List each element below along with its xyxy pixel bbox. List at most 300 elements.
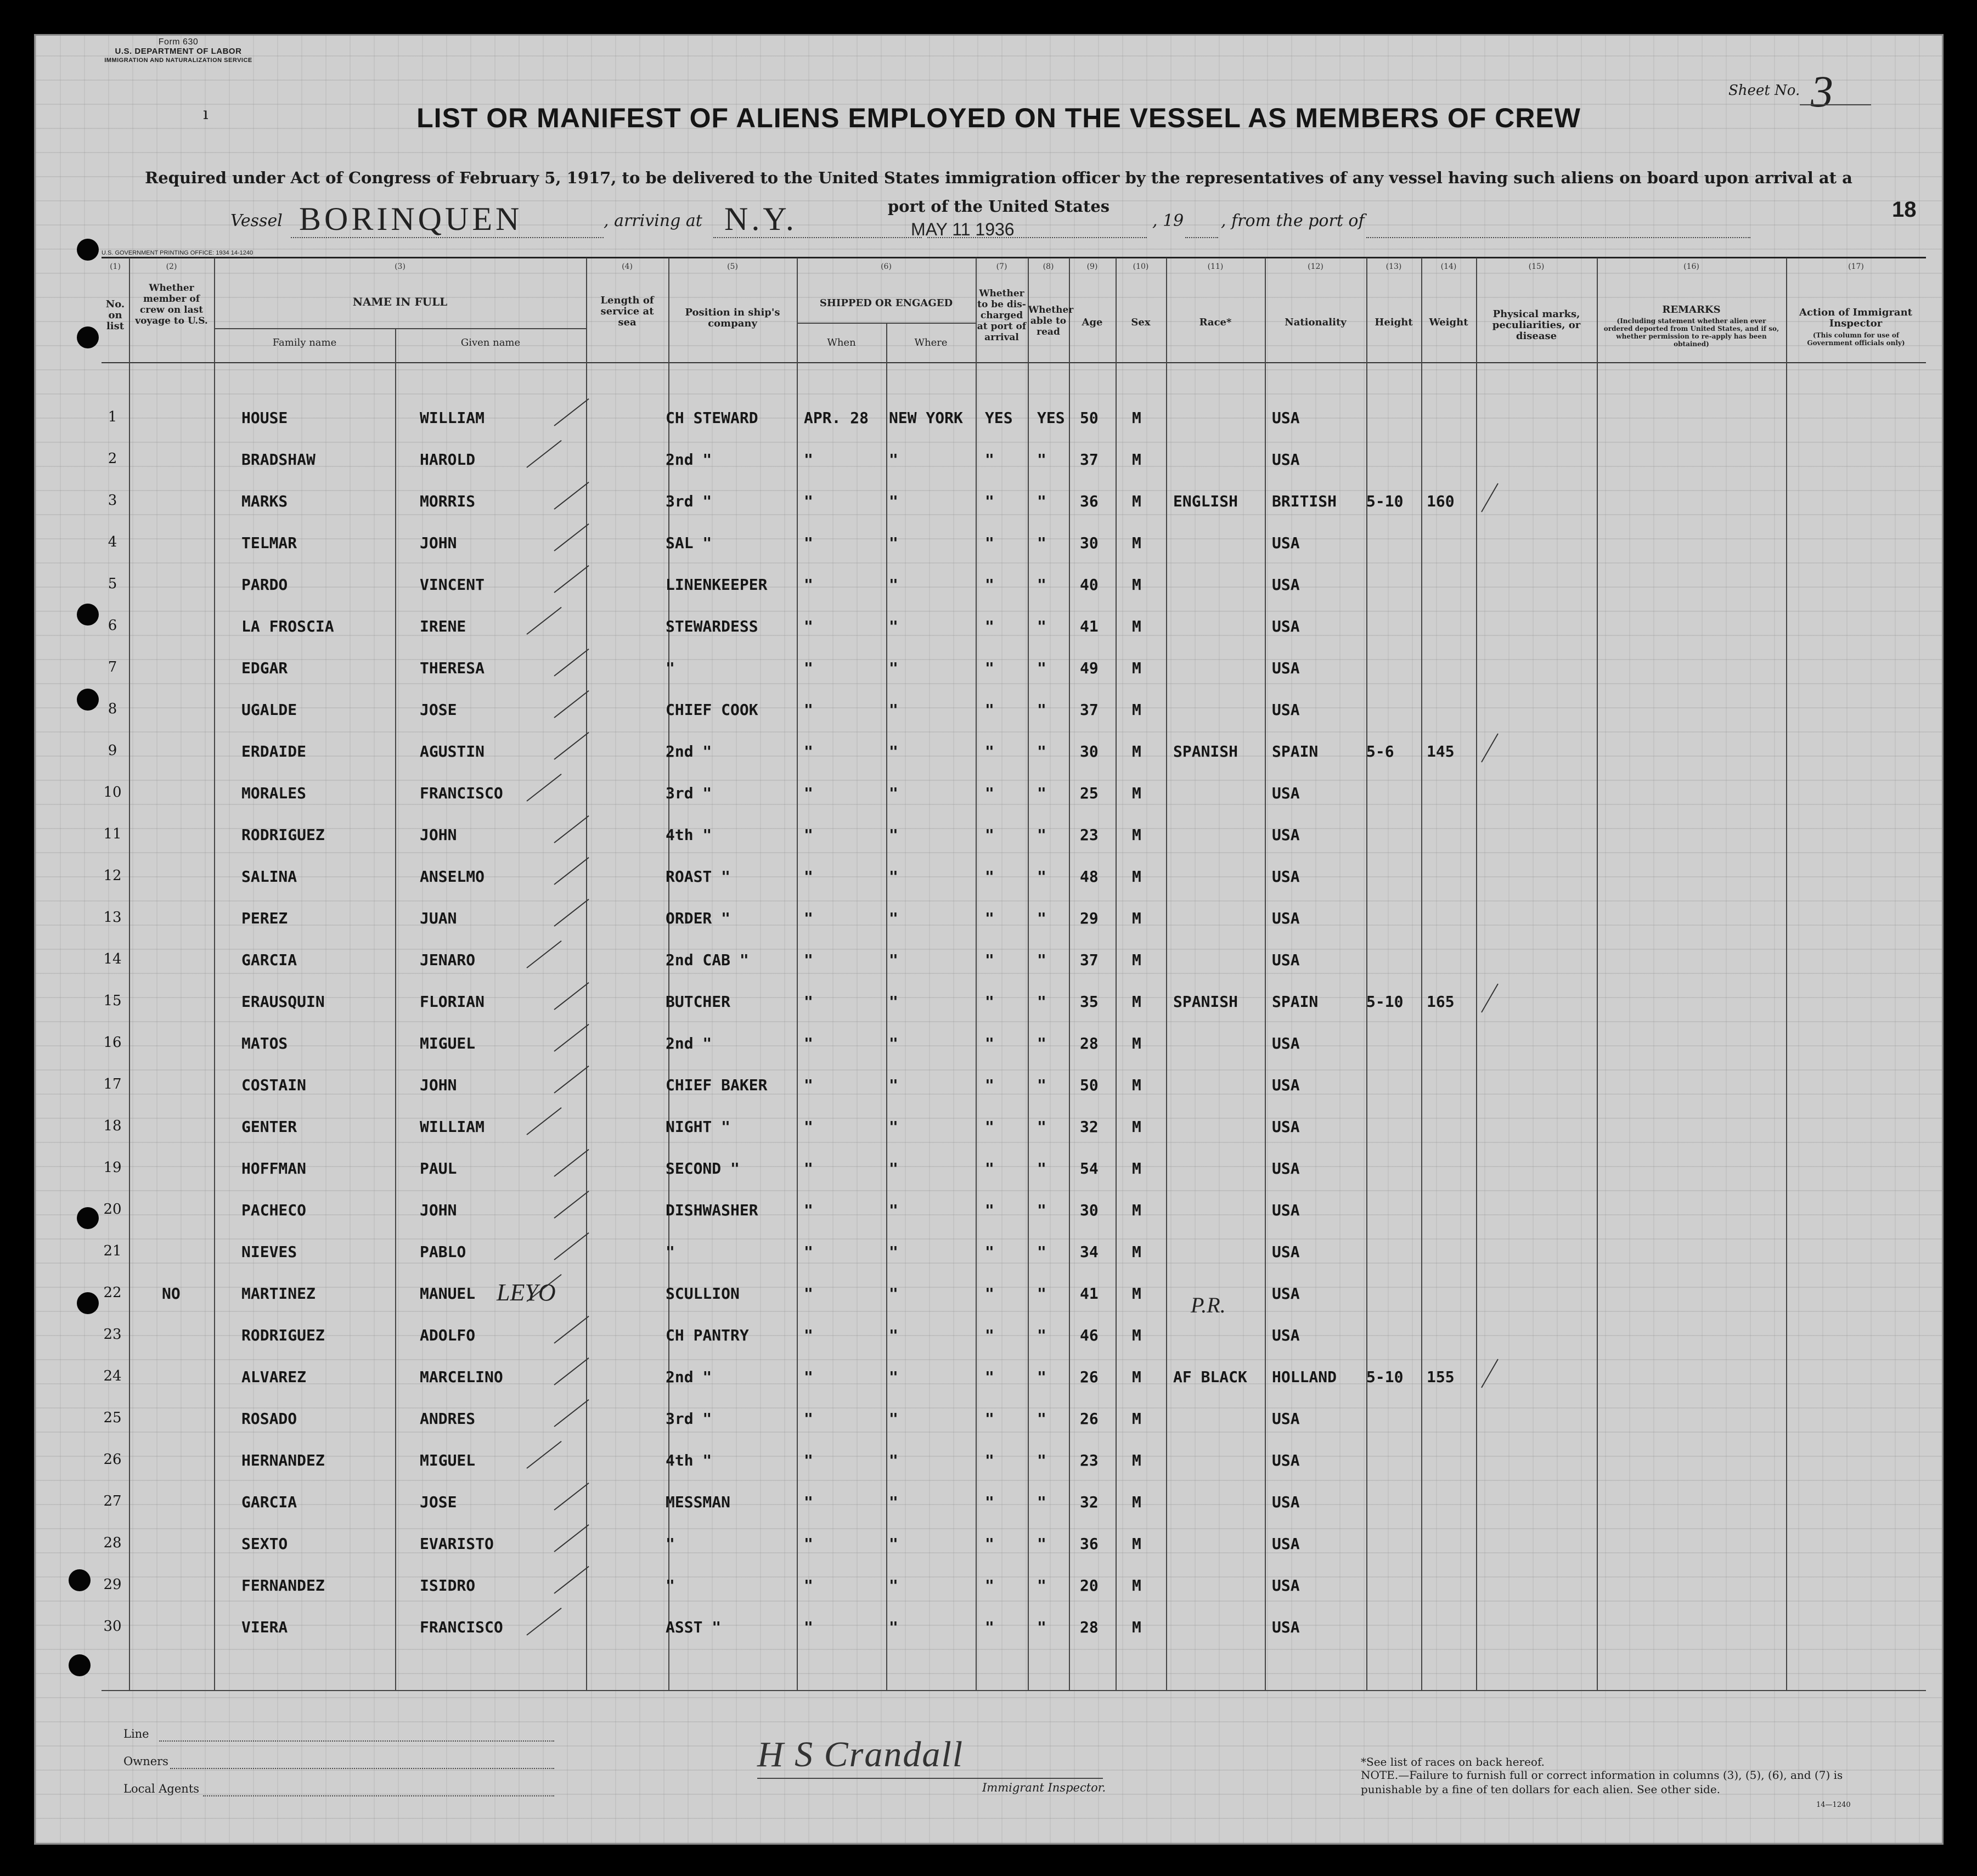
row-number: 27 bbox=[103, 1493, 122, 1509]
row-able-to-read: " bbox=[1037, 742, 1046, 760]
row-able-to-read: YES bbox=[1037, 409, 1065, 427]
row-sex: M bbox=[1132, 826, 1141, 844]
row-able-to-read: " bbox=[1037, 701, 1046, 719]
column-number: (8) bbox=[1043, 262, 1054, 271]
row-height: 5-10 bbox=[1366, 993, 1404, 1011]
row-discharged: " bbox=[985, 1034, 994, 1052]
row-given-name: THERESA bbox=[420, 659, 485, 677]
row-shipped-when: " bbox=[804, 1285, 813, 1303]
row-given-name: MORRIS bbox=[420, 492, 476, 510]
row-able-to-read: " bbox=[1037, 1118, 1046, 1136]
year-label: , 19 bbox=[1152, 211, 1184, 230]
column-divider bbox=[1597, 258, 1598, 1690]
row-sex: M bbox=[1132, 742, 1141, 760]
row-shipped-where: " bbox=[889, 701, 898, 719]
row-age: 49 bbox=[1080, 659, 1099, 677]
row-number: 3 bbox=[108, 492, 117, 509]
row-sex: M bbox=[1132, 1243, 1141, 1261]
row-family-name: MATOS bbox=[241, 1034, 288, 1052]
row-sex: M bbox=[1132, 951, 1141, 969]
row-number: 13 bbox=[103, 909, 122, 926]
row-age: 41 bbox=[1080, 1285, 1099, 1303]
row-nationality: USA bbox=[1272, 1285, 1300, 1303]
row-able-to-read: " bbox=[1037, 993, 1046, 1011]
row-discharged: " bbox=[985, 450, 994, 469]
column-number: (9) bbox=[1086, 262, 1098, 271]
vessel-label: Vessel bbox=[230, 211, 283, 230]
header-where: Where bbox=[914, 337, 948, 348]
row-number: 17 bbox=[103, 1076, 122, 1092]
row-number: 26 bbox=[103, 1451, 122, 1468]
row-shipped-when: " bbox=[804, 1618, 813, 1636]
row-number: 23 bbox=[103, 1326, 122, 1343]
form-code: 14—1240 bbox=[1816, 1801, 1851, 1809]
row-sex: M bbox=[1132, 1368, 1141, 1386]
row-able-to-read: " bbox=[1037, 1326, 1046, 1344]
row-nationality: USA bbox=[1272, 1535, 1300, 1553]
department-name: U.S. DEPARTMENT OF LABOR bbox=[115, 47, 242, 56]
column-divider bbox=[1166, 258, 1167, 1690]
row-age: 30 bbox=[1080, 1201, 1099, 1219]
row-nationality: USA bbox=[1272, 701, 1300, 719]
row-position: " bbox=[666, 1535, 675, 1553]
row-discharged: " bbox=[985, 1243, 994, 1261]
margin-mark: ı bbox=[203, 104, 209, 123]
row-able-to-read: " bbox=[1037, 1451, 1046, 1469]
row-shipped-when: " bbox=[804, 701, 813, 719]
row-age: 46 bbox=[1080, 1326, 1099, 1344]
row-given-name: PABLO bbox=[420, 1243, 466, 1261]
row-sex: M bbox=[1132, 1034, 1141, 1052]
row-given-name: MIGUEL bbox=[420, 1034, 476, 1052]
row-given-name: PAUL bbox=[420, 1159, 457, 1178]
row-discharged: " bbox=[985, 701, 994, 719]
row-discharged: YES bbox=[985, 409, 1013, 427]
row-shipped-where: " bbox=[889, 909, 898, 927]
row-family-name: VIERA bbox=[241, 1618, 288, 1636]
header-inspector-action: Action of Immigrant Inspector bbox=[1799, 307, 1912, 329]
column-divider bbox=[1786, 258, 1787, 1690]
row-discharged: " bbox=[985, 492, 994, 510]
row-able-to-read: " bbox=[1037, 1410, 1046, 1428]
row-shipped-where: " bbox=[889, 993, 898, 1011]
row-shipped-where: " bbox=[889, 1285, 898, 1303]
row-family-name: UGALDE bbox=[241, 701, 297, 719]
row-age: 26 bbox=[1080, 1410, 1099, 1428]
row-able-to-read: " bbox=[1037, 1535, 1046, 1553]
races-note: *See list of races on back hereof. bbox=[1361, 1755, 1545, 1768]
row-nationality: USA bbox=[1272, 534, 1300, 552]
row-shipped-where: " bbox=[889, 867, 898, 886]
row-height: 5-6 bbox=[1366, 742, 1394, 760]
row-shipped-where: " bbox=[889, 659, 898, 677]
row-shipped-when: " bbox=[804, 1076, 813, 1094]
row-sex: M bbox=[1132, 1576, 1141, 1595]
binder-hole bbox=[77, 326, 99, 348]
row-shipped-where: " bbox=[889, 576, 898, 594]
row-age: 20 bbox=[1080, 1576, 1099, 1595]
row-sex: M bbox=[1132, 534, 1141, 552]
row-nationality: USA bbox=[1272, 867, 1300, 886]
row-given-name: WILLIAM bbox=[420, 409, 485, 427]
shipped-subdivider bbox=[797, 323, 976, 324]
row-able-to-read: " bbox=[1037, 450, 1046, 469]
row-age: 54 bbox=[1080, 1159, 1099, 1178]
header-able-to-read: Whether able to read bbox=[1028, 305, 1074, 337]
column-number: (10) bbox=[1133, 262, 1149, 271]
row-position: CHIEF BAKER bbox=[666, 1076, 768, 1094]
column-divider bbox=[1476, 258, 1477, 1690]
inspector-signature: H S Crandall bbox=[757, 1734, 964, 1774]
row-discharged: " bbox=[985, 1618, 994, 1636]
row-shipped-where: " bbox=[889, 1201, 898, 1219]
column-number: (11) bbox=[1207, 262, 1224, 271]
row-shipped-when: " bbox=[804, 1118, 813, 1136]
row-shipped-when: " bbox=[804, 659, 813, 677]
row-number: 15 bbox=[103, 993, 122, 1009]
header-length-of-service: Length of service at sea bbox=[600, 295, 654, 328]
row-age: 32 bbox=[1080, 1493, 1099, 1511]
row-position: 2nd " bbox=[666, 450, 712, 469]
row-age: 37 bbox=[1080, 951, 1099, 969]
row-nationality: USA bbox=[1272, 1576, 1300, 1595]
row-number: 7 bbox=[108, 659, 117, 675]
row-discharged: " bbox=[985, 659, 994, 677]
row-sex: M bbox=[1132, 1285, 1141, 1303]
row-position: SCULLION bbox=[666, 1285, 740, 1303]
row-number: 20 bbox=[103, 1201, 122, 1218]
row-able-to-read: " bbox=[1037, 1576, 1046, 1595]
binder-hole bbox=[77, 1207, 99, 1229]
column-divider bbox=[1028, 258, 1029, 1690]
row-height: 5-10 bbox=[1366, 1368, 1404, 1386]
row-given-name: HAROLD bbox=[420, 450, 476, 469]
row-shipped-when: " bbox=[804, 1201, 813, 1219]
row-age: 28 bbox=[1080, 1618, 1099, 1636]
row-shipped-where: " bbox=[889, 826, 898, 844]
row-discharged: " bbox=[985, 867, 994, 886]
column-number: (15) bbox=[1528, 262, 1545, 271]
row-discharged: " bbox=[985, 1159, 994, 1178]
row-able-to-read: " bbox=[1037, 1493, 1046, 1511]
row-nationality: USA bbox=[1272, 951, 1300, 969]
from-port-label: , from the port of bbox=[1221, 211, 1365, 230]
header-remarks-note: (Including statement whether alien ever ordered deported from United States, and if so, whether permission to re-apply has been obtained) bbox=[1603, 317, 1779, 348]
row-nationality: USA bbox=[1272, 1159, 1300, 1178]
header-no-on-list: No. on list bbox=[105, 298, 125, 332]
row-shipped-where: " bbox=[889, 1034, 898, 1052]
row-family-name: RODRIGUEZ bbox=[241, 826, 325, 844]
row-position: 3rd " bbox=[666, 784, 712, 802]
row-position: NIGHT " bbox=[666, 1118, 731, 1136]
row-shipped-when: " bbox=[804, 1159, 813, 1178]
row-shipped-where: NEW YORK bbox=[889, 409, 963, 427]
row-given-name: MARCELINO bbox=[420, 1368, 503, 1386]
row-given-name: MIGUEL bbox=[420, 1451, 476, 1469]
row-family-name: SEXTO bbox=[241, 1535, 288, 1553]
row-able-to-read: " bbox=[1037, 534, 1046, 552]
page-title: LIST OR MANIFEST OF ALIENS EMPLOYED ON THE VESSEL AS MEMBERS OF CREW bbox=[416, 103, 1581, 133]
row-discharged: " bbox=[985, 1451, 994, 1469]
page-number: 18 bbox=[1892, 198, 1917, 222]
row-nationality: SPAIN bbox=[1272, 993, 1319, 1011]
row-discharged: " bbox=[985, 951, 994, 969]
row-sex: M bbox=[1132, 450, 1141, 469]
row-number: 14 bbox=[103, 951, 122, 967]
column-divider bbox=[1421, 258, 1422, 1690]
form-number: Form 630 bbox=[158, 37, 199, 47]
printing-office: U.S. GOVERNMENT PRINTING OFFICE: 1934 14-1240 bbox=[102, 250, 254, 256]
column-divider bbox=[586, 258, 587, 1690]
row-sex: M bbox=[1132, 701, 1141, 719]
header-nationality: Nationality bbox=[1285, 317, 1347, 328]
row-sex: M bbox=[1132, 409, 1141, 427]
row-able-to-read: " bbox=[1037, 826, 1046, 844]
header-age: Age bbox=[1082, 317, 1103, 328]
row-shipped-where: " bbox=[889, 1326, 898, 1344]
name-subdivider bbox=[214, 328, 586, 329]
service-name: IMMIGRATION AND NATURALIZATION SERVICE bbox=[104, 57, 252, 64]
row-number: 16 bbox=[103, 1034, 122, 1051]
row-nationality: USA bbox=[1272, 1201, 1300, 1219]
row-position: " bbox=[666, 1576, 675, 1595]
row-number: 21 bbox=[103, 1243, 122, 1259]
row-position: MESSMAN bbox=[666, 1493, 731, 1511]
row-sex: M bbox=[1132, 993, 1141, 1011]
header-name-in-full: NAME IN FULL bbox=[352, 295, 448, 308]
row-age: 50 bbox=[1080, 1076, 1099, 1094]
row-number: 5 bbox=[108, 576, 117, 592]
row-shipped-where: " bbox=[889, 742, 898, 760]
row-family-name: EDGAR bbox=[241, 659, 288, 677]
row-discharged: " bbox=[985, 1285, 994, 1303]
row-discharged: " bbox=[985, 617, 994, 635]
row-race: AF BLACK bbox=[1173, 1368, 1247, 1386]
row-able-to-read: " bbox=[1037, 784, 1046, 802]
row-number: 24 bbox=[103, 1368, 122, 1384]
row-age: 35 bbox=[1080, 993, 1099, 1011]
row-able-to-read: " bbox=[1037, 576, 1046, 594]
header-remarks: REMARKS bbox=[1662, 304, 1721, 316]
row-age: 30 bbox=[1080, 742, 1099, 760]
column-number: (7) bbox=[996, 262, 1007, 271]
column-number: (13) bbox=[1385, 262, 1402, 271]
column-number: (12) bbox=[1308, 262, 1323, 271]
row-number: 19 bbox=[103, 1159, 122, 1176]
row-given-name: JOHN bbox=[420, 1076, 457, 1094]
row-sex: M bbox=[1132, 1410, 1141, 1428]
row-discharged: " bbox=[985, 1576, 994, 1595]
row-able-to-read: " bbox=[1037, 1076, 1046, 1094]
row-shipped-when: " bbox=[804, 1451, 813, 1469]
row-shipped-where: " bbox=[889, 1576, 898, 1595]
row-position: CH PANTRY bbox=[666, 1326, 749, 1344]
row-family-name: HOFFMAN bbox=[241, 1159, 307, 1178]
row-shipped-when: " bbox=[804, 826, 813, 844]
row-sex: M bbox=[1132, 1076, 1141, 1094]
row-weight: 155 bbox=[1427, 1368, 1455, 1386]
row-nationality: USA bbox=[1272, 909, 1300, 927]
row-shipped-when: " bbox=[804, 742, 813, 760]
row-age: 34 bbox=[1080, 1243, 1099, 1261]
row-age: 37 bbox=[1080, 450, 1099, 469]
row-number: 1 bbox=[108, 409, 117, 425]
row-sex: M bbox=[1132, 659, 1141, 677]
column-number: (3) bbox=[395, 262, 405, 271]
row-number: 2 bbox=[108, 450, 117, 467]
row-family-name: TELMAR bbox=[241, 534, 297, 552]
row-family-name: PARDO bbox=[241, 576, 288, 594]
row-position: 2nd CAB " bbox=[666, 951, 749, 969]
row-given-name: MANUEL bbox=[420, 1285, 476, 1303]
sheet-label: Sheet No. bbox=[1728, 82, 1800, 99]
column-number: (2) bbox=[166, 262, 177, 271]
row-given-name: FRANCISCO bbox=[420, 1618, 503, 1636]
row-shipped-where: " bbox=[889, 450, 898, 469]
row-able-to-read: " bbox=[1037, 909, 1046, 927]
column-divider bbox=[129, 258, 130, 1690]
row-family-name: MARTINEZ bbox=[241, 1285, 316, 1303]
row-family-name: HOUSE bbox=[241, 409, 288, 427]
row-age: 32 bbox=[1080, 1118, 1099, 1136]
row-last-voyage: NO bbox=[162, 1285, 181, 1303]
column-number: (16) bbox=[1683, 262, 1699, 271]
row-shipped-when: " bbox=[804, 993, 813, 1011]
header-sex: Sex bbox=[1131, 317, 1151, 328]
row-discharged: " bbox=[985, 576, 994, 594]
row-family-name: ROSADO bbox=[241, 1410, 297, 1428]
row-able-to-read: " bbox=[1037, 1618, 1046, 1636]
row-given-name: ANDRES bbox=[420, 1410, 476, 1428]
row-position: BUTCHER bbox=[666, 993, 731, 1011]
row-position: ORDER " bbox=[666, 909, 731, 927]
row-given-name: JOHN bbox=[420, 826, 457, 844]
row-nationality: USA bbox=[1272, 1410, 1300, 1428]
vessel-name: BORINQUEN bbox=[299, 201, 523, 237]
row-family-name: PACHECO bbox=[241, 1201, 307, 1219]
row-shipped-when: " bbox=[804, 1410, 813, 1428]
row-weight: 145 bbox=[1427, 742, 1455, 760]
page-subtitle: Required under Act of Congress of February 5, 1917, to be delivered to the United States immigration officer by the representatives of any vessel having such aliens on board upon arrival at a port of the United States bbox=[145, 168, 1852, 216]
row-family-name: ERDAIDE bbox=[241, 742, 307, 760]
row-shipped-where: " bbox=[889, 1618, 898, 1636]
row-family-name: GARCIA bbox=[241, 951, 297, 969]
row-discharged: " bbox=[985, 1368, 994, 1386]
row-shipped-when: " bbox=[804, 1326, 813, 1344]
row-weight: 160 bbox=[1427, 492, 1455, 510]
column-divider bbox=[668, 258, 669, 1690]
row-age: 36 bbox=[1080, 492, 1099, 510]
row-height: 5-10 bbox=[1366, 492, 1404, 510]
line-dotline bbox=[159, 1740, 554, 1742]
row-shipped-when: APR. 28 bbox=[804, 409, 869, 427]
row-position: SECOND " bbox=[666, 1159, 740, 1178]
row-able-to-read: " bbox=[1037, 867, 1046, 886]
row-family-name: LA FROSCIA bbox=[241, 617, 334, 635]
row-given-name: IRENE bbox=[420, 617, 466, 635]
owners-label: Owners bbox=[123, 1755, 168, 1768]
row-shipped-when: " bbox=[804, 576, 813, 594]
row-age: 40 bbox=[1080, 576, 1099, 594]
column-divider bbox=[797, 258, 798, 1690]
row-sex: M bbox=[1132, 576, 1141, 594]
header-family-name: Family name bbox=[272, 337, 337, 348]
row-family-name: NIEVES bbox=[241, 1243, 297, 1261]
row22-handwritten-note: LEYO bbox=[497, 1279, 556, 1306]
row-nationality: USA bbox=[1272, 1243, 1300, 1261]
row-able-to-read: " bbox=[1037, 951, 1046, 969]
header-inspector-note: (This column for use of Government officials only) bbox=[1807, 331, 1905, 347]
row-position: 2nd " bbox=[666, 1034, 712, 1052]
header-weight: Weight bbox=[1429, 317, 1468, 328]
column-number: (1) bbox=[110, 262, 121, 271]
row22-handwritten-race: P.R. bbox=[1191, 1293, 1226, 1317]
row-sex: M bbox=[1132, 617, 1141, 635]
row-family-name: ERAUSQUIN bbox=[241, 993, 325, 1011]
row-number: 25 bbox=[103, 1410, 122, 1426]
row-shipped-when: " bbox=[804, 1576, 813, 1595]
row-given-name: FLORIAN bbox=[420, 993, 485, 1011]
row-family-name: SALINA bbox=[241, 867, 297, 886]
row-shipped-when: " bbox=[804, 784, 813, 802]
row-given-name: JOSE bbox=[420, 701, 457, 719]
penalty-note: NOTE.—Failure to furnish full or correct information in columns (3), (5), (6), and (7) is punishable by a fine of ten dollars for each alien. See other side. bbox=[1361, 1768, 1843, 1796]
row-shipped-where: " bbox=[889, 1243, 898, 1261]
row-sex: M bbox=[1132, 867, 1141, 886]
row-nationality: SPAIN bbox=[1272, 742, 1319, 760]
row-position: ASST " bbox=[666, 1618, 722, 1636]
column-divider bbox=[214, 258, 215, 1690]
row-age: 30 bbox=[1080, 534, 1099, 552]
row-given-name: WILLIAM bbox=[420, 1118, 485, 1136]
row-race: SPANISH bbox=[1173, 742, 1238, 760]
row-nationality: USA bbox=[1272, 450, 1300, 469]
row-sex: M bbox=[1132, 1118, 1141, 1136]
row-position: STEWARDESS bbox=[666, 617, 758, 635]
row-discharged: " bbox=[985, 1076, 994, 1094]
row-family-name: HERNANDEZ bbox=[241, 1451, 325, 1469]
header-given-name: Given name bbox=[460, 337, 521, 348]
row-weight: 165 bbox=[1427, 993, 1455, 1011]
row-given-name: JOHN bbox=[420, 534, 457, 552]
row-able-to-read: " bbox=[1037, 1285, 1046, 1303]
row-nationality: USA bbox=[1272, 617, 1300, 635]
table-top-border bbox=[102, 257, 1926, 258]
header-when: When bbox=[827, 337, 856, 348]
row-position: " bbox=[666, 1243, 675, 1261]
row-family-name: GARCIA bbox=[241, 1493, 297, 1511]
row-shipped-where: " bbox=[889, 1076, 898, 1094]
row-age: 50 bbox=[1080, 409, 1099, 427]
row-shipped-where: " bbox=[889, 1493, 898, 1511]
row-position: 2nd " bbox=[666, 742, 712, 760]
row-shipped-when: " bbox=[804, 492, 813, 510]
row-given-name: EVARISTO bbox=[420, 1535, 494, 1553]
sheet-number: 3 bbox=[1811, 66, 1833, 116]
row-number: 11 bbox=[103, 826, 122, 842]
form-identifier bbox=[74, 37, 283, 65]
column-divider bbox=[1366, 258, 1367, 1690]
row-sex: M bbox=[1132, 1535, 1141, 1553]
row-family-name: RODRIGUEZ bbox=[241, 1326, 325, 1344]
row-sex: M bbox=[1132, 784, 1141, 802]
row-family-name: ALVAREZ bbox=[241, 1368, 307, 1386]
column-number: (4) bbox=[622, 262, 633, 271]
date-dotline bbox=[927, 237, 1147, 238]
signature-line bbox=[757, 1778, 1103, 1779]
column-divider bbox=[1116, 258, 1117, 1690]
header-position: Position in ship's company bbox=[685, 307, 780, 329]
